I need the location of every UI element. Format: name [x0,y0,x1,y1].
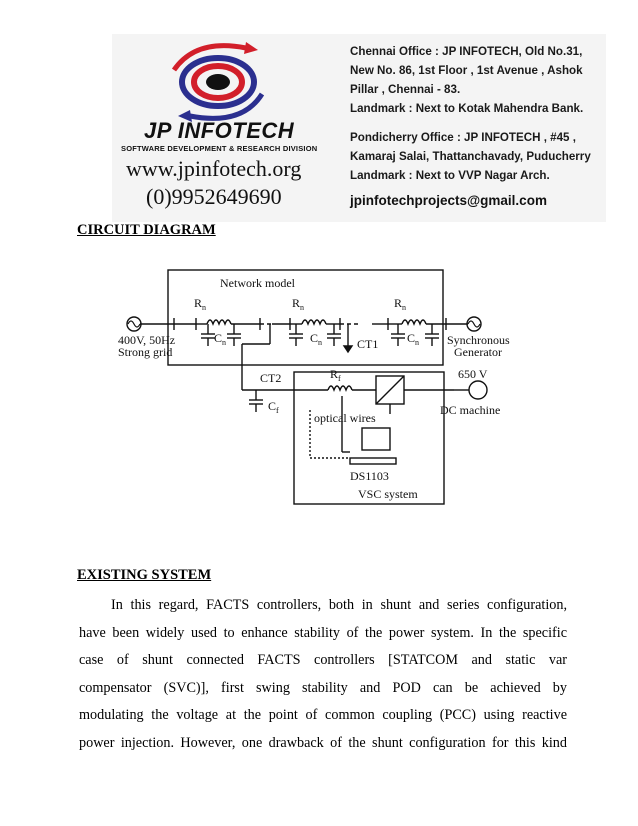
address-line: Pondicherry Office : JP INFOTECH , #45 , [350,131,576,144]
jp-logo-icon [166,42,276,122]
existing-system-heading: EXISTING SYSTEM [77,567,212,583]
letterhead-banner [112,34,606,222]
cn-label-3: $C_n$ [407,331,420,347]
paragraph-line: modulating the voltage at the point of common coupling (PCC) using reactive [79,707,567,723]
rn-ln-label-2: $R_n$ [292,296,305,312]
generator-label: Synchronous [447,333,510,347]
cn-label-1: $C_n$ [214,331,227,347]
address-line: Landmark : Next to VVP Nagar Arch. [350,169,550,182]
voltage-label: 650 V [458,367,488,381]
ds1103-label: DS1103 [350,469,389,483]
paragraph-line: power injection. However, one drawback of the shunt configuration for this kind [79,735,567,751]
generator-label-2: Generator [454,345,502,359]
cf-label: $C_f$ [268,399,279,415]
company-email: jpinfotechprojects@gmail.com [350,193,547,208]
grid-label-2: Strong grid [118,345,173,359]
paragraph-line: In this regard, FACTS controllers, both in shunt and series configuration, [111,597,567,613]
dc-machine-label: DC machine [440,403,501,417]
network-model-box [168,270,443,365]
address-line: Chennai Office : JP INFOTECH, Old No.31, [350,45,583,58]
optical-wires-label: optical wires [314,411,376,425]
company-website: www.jpinfotech.org [126,156,302,181]
vsc-system-label: VSC system [358,487,418,501]
circuit-diagram [110,262,530,514]
cn-label-2: $C_n$ [310,331,323,347]
paragraph-line: have been widely used to enhance stability of the power system. In the specific [79,625,567,641]
address-line: Landmark : Next to Kotak Mahendra Bank. [350,102,584,115]
chennai-address [350,42,606,118]
rn-ln-label-3: $R_n$ [394,296,407,312]
company-name: JP INFOTECH [144,118,295,143]
company-phone: (0)9952649690 [146,184,282,209]
rf-lf-label: $R_f$ [330,367,341,383]
vsc-system-box [294,372,444,504]
pondicherry-address [350,128,606,185]
network-model-label: Network model [220,276,295,290]
grid-label: 400V, 50Hz [118,333,176,347]
circuit-diagram-heading: CIRCUIT DIAGRAM [77,222,216,238]
ct1-label: CT1 [357,337,379,351]
paragraph-line: case of shunt connected FACTS controllers [STATCOM and static var [79,652,567,668]
company-division: SOFTWARE DEVELOPMENT & RESEARCH DIVISION [121,144,318,153]
address-line: Kamaraj Salai, Thattanchavady, Puducherry [350,150,591,163]
address-line: Pillar , Chennai - 83. [350,83,461,96]
paragraph-line: compensator (SVC)], first swing stability and POD can be achieved by [79,680,567,696]
ct2-label: CT2 [260,371,282,385]
address-line: New No. 86, 1st Floor , 1st Avenue , Ashok [350,64,583,77]
rn-ln-label-1: $R_n$ [194,296,207,312]
